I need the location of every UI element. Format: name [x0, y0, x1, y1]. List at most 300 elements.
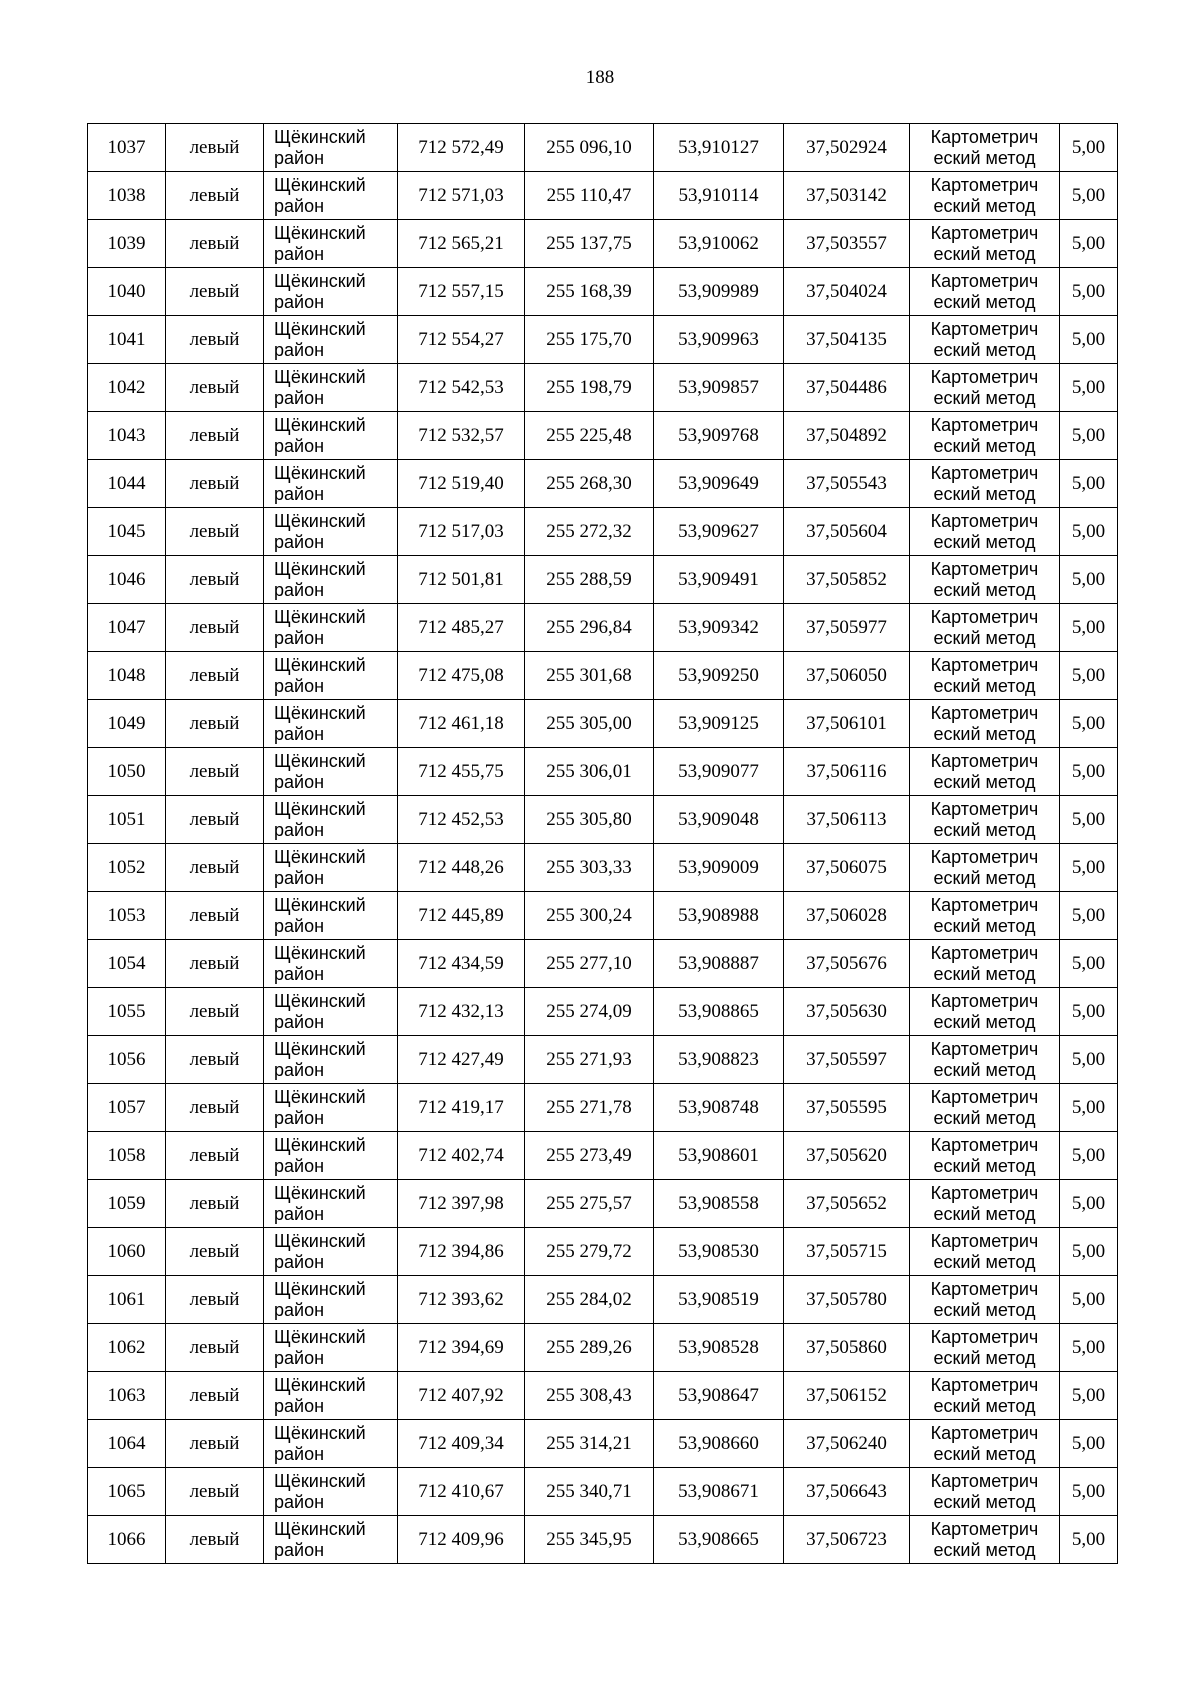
longitude-cell: 37,506116	[784, 748, 910, 796]
longitude-cell: 37,504486	[784, 364, 910, 412]
point-number-cell: 1055	[88, 988, 166, 1036]
longitude-cell: 37,506113	[784, 796, 910, 844]
method-line-1: Картометрич	[930, 1230, 1039, 1251]
method-line-1: Картометрич	[930, 1086, 1039, 1107]
coord-y-cell: 255 274,09	[525, 988, 654, 1036]
coord-y-cell: 255 296,84	[525, 604, 654, 652]
method-line-2: еский метод	[933, 243, 1036, 264]
coord-x-cell: 712 402,74	[398, 1132, 525, 1180]
accuracy-cell: 5,00	[1060, 988, 1118, 1036]
table-row	[88, 1084, 1118, 1132]
longitude-cell: 37,503557	[784, 220, 910, 268]
table-row	[88, 1468, 1118, 1516]
method-line-1: Картометрич	[930, 846, 1039, 867]
bank-side-cell: левый	[166, 364, 264, 412]
district-cell	[264, 364, 398, 412]
method-line-2: еский метод	[933, 339, 1036, 360]
latitude-cell: 53,908519	[654, 1276, 784, 1324]
method-line-1: Картометрич	[930, 1470, 1039, 1491]
coord-x-cell: 712 455,75	[398, 748, 525, 796]
district-line-1: Щёкинский	[274, 654, 366, 675]
method-line-2: еский метод	[933, 771, 1036, 792]
bank-side-cell: левый	[166, 1084, 264, 1132]
coord-x-cell: 712 409,96	[398, 1516, 525, 1564]
bank-side-cell: левый	[166, 1324, 264, 1372]
accuracy-cell: 5,00	[1060, 748, 1118, 796]
method-cell	[910, 1372, 1060, 1420]
district-line-2: район	[274, 627, 325, 648]
coord-y-cell: 255 279,72	[525, 1228, 654, 1276]
method-line-2: еский метод	[933, 819, 1036, 840]
table-row	[88, 940, 1118, 988]
longitude-cell: 37,504024	[784, 268, 910, 316]
accuracy-cell: 5,00	[1060, 652, 1118, 700]
district-cell	[264, 940, 398, 988]
accuracy-cell: 5,00	[1060, 1468, 1118, 1516]
method-line-1: Картометрич	[930, 750, 1039, 771]
longitude-cell: 37,506050	[784, 652, 910, 700]
district-line-2: район	[274, 291, 325, 312]
coord-x-cell: 712 554,27	[398, 316, 525, 364]
method-line-1: Картометрич	[930, 1278, 1039, 1299]
district-cell	[264, 220, 398, 268]
table-row	[88, 412, 1118, 460]
method-line-1: Картометрич	[930, 942, 1039, 963]
method-line-1: Картометрич	[930, 606, 1039, 627]
point-number-cell: 1041	[88, 316, 166, 364]
point-number-cell: 1046	[88, 556, 166, 604]
table-row	[88, 1324, 1118, 1372]
latitude-cell: 53,909963	[654, 316, 784, 364]
point-number-cell: 1040	[88, 268, 166, 316]
method-line-1: Картометрич	[930, 990, 1039, 1011]
method-cell	[910, 988, 1060, 1036]
point-number-cell: 1064	[88, 1420, 166, 1468]
method-cell	[910, 1324, 1060, 1372]
table-row	[88, 844, 1118, 892]
method-line-1: Картометрич	[930, 414, 1039, 435]
coord-y-cell: 255 096,10	[525, 124, 654, 172]
point-number-cell: 1065	[88, 1468, 166, 1516]
coord-x-cell: 712 542,53	[398, 364, 525, 412]
district-line-2: район	[274, 1491, 325, 1512]
district-cell	[264, 796, 398, 844]
accuracy-cell: 5,00	[1060, 556, 1118, 604]
district-line-1: Щёкинский	[274, 1374, 366, 1395]
coord-x-cell: 712 434,59	[398, 940, 525, 988]
district-line-1: Щёкинский	[274, 606, 366, 627]
longitude-cell: 37,506152	[784, 1372, 910, 1420]
method-line-2: еский метод	[933, 1443, 1036, 1464]
bank-side-cell: левый	[166, 556, 264, 604]
coord-x-cell: 712 432,13	[398, 988, 525, 1036]
bank-side-cell: левый	[166, 316, 264, 364]
table-row	[88, 604, 1118, 652]
coordinates-table	[87, 123, 1118, 1564]
method-line-2: еский метод	[933, 675, 1036, 696]
latitude-cell: 53,909989	[654, 268, 784, 316]
point-number-cell: 1057	[88, 1084, 166, 1132]
longitude-cell: 37,506723	[784, 1516, 910, 1564]
table-row	[88, 316, 1118, 364]
latitude-cell: 53,909048	[654, 796, 784, 844]
district-cell	[264, 1132, 398, 1180]
district-line-2: район	[274, 339, 325, 360]
accuracy-cell: 5,00	[1060, 1420, 1118, 1468]
district-cell	[264, 124, 398, 172]
latitude-cell: 53,908530	[654, 1228, 784, 1276]
method-cell	[910, 844, 1060, 892]
coord-y-cell: 255 225,48	[525, 412, 654, 460]
coord-x-cell: 712 448,26	[398, 844, 525, 892]
method-line-2: еский метод	[933, 1059, 1036, 1080]
coord-x-cell: 712 409,34	[398, 1420, 525, 1468]
district-line-2: район	[274, 963, 325, 984]
accuracy-cell: 5,00	[1060, 1276, 1118, 1324]
method-line-1: Картометрич	[930, 462, 1039, 483]
method-cell	[910, 364, 1060, 412]
accuracy-cell: 5,00	[1060, 796, 1118, 844]
table-row	[88, 556, 1118, 604]
method-cell	[910, 1420, 1060, 1468]
longitude-cell: 37,505543	[784, 460, 910, 508]
accuracy-cell: 5,00	[1060, 1324, 1118, 1372]
coord-y-cell: 255 137,75	[525, 220, 654, 268]
point-number-cell: 1050	[88, 748, 166, 796]
district-line-2: район	[274, 1059, 325, 1080]
method-cell	[910, 892, 1060, 940]
district-line-2: район	[274, 195, 325, 216]
bank-side-cell: левый	[166, 748, 264, 796]
table-row	[88, 508, 1118, 556]
longitude-cell: 37,505715	[784, 1228, 910, 1276]
accuracy-cell: 5,00	[1060, 940, 1118, 988]
district-line-1: Щёкинский	[274, 1278, 366, 1299]
coord-y-cell: 255 345,95	[525, 1516, 654, 1564]
method-cell	[910, 1468, 1060, 1516]
point-number-cell: 1043	[88, 412, 166, 460]
latitude-cell: 53,908887	[654, 940, 784, 988]
district-line-1: Щёкинский	[274, 1038, 366, 1059]
district-line-2: район	[274, 579, 325, 600]
method-line-1: Картометрич	[930, 1134, 1039, 1155]
district-line-1: Щёкинский	[274, 942, 366, 963]
method-line-1: Картометрич	[930, 1182, 1039, 1203]
district-line-2: район	[274, 1155, 325, 1176]
latitude-cell: 53,908988	[654, 892, 784, 940]
method-cell	[910, 316, 1060, 364]
point-number-cell: 1049	[88, 700, 166, 748]
district-line-1: Щёкинский	[274, 510, 366, 531]
method-line-2: еский метод	[933, 1155, 1036, 1176]
coord-x-cell: 712 485,27	[398, 604, 525, 652]
point-number-cell: 1037	[88, 124, 166, 172]
district-line-1: Щёкинский	[274, 270, 366, 291]
method-cell	[910, 556, 1060, 604]
coord-x-cell: 712 571,03	[398, 172, 525, 220]
coord-x-cell: 712 565,21	[398, 220, 525, 268]
method-line-1: Картометрич	[930, 1038, 1039, 1059]
method-cell	[910, 700, 1060, 748]
district-cell	[264, 652, 398, 700]
coord-y-cell: 255 301,68	[525, 652, 654, 700]
bank-side-cell: левый	[166, 268, 264, 316]
coord-y-cell: 255 308,43	[525, 1372, 654, 1420]
table-row	[88, 1372, 1118, 1420]
method-cell	[910, 1180, 1060, 1228]
bank-side-cell: левый	[166, 1036, 264, 1084]
bank-side-cell: левый	[166, 700, 264, 748]
longitude-cell: 37,505595	[784, 1084, 910, 1132]
coord-y-cell: 255 340,71	[525, 1468, 654, 1516]
district-line-1: Щёкинский	[274, 1422, 366, 1443]
coord-x-cell: 712 517,03	[398, 508, 525, 556]
table-row	[88, 1420, 1118, 1468]
coord-x-cell: 712 475,08	[398, 652, 525, 700]
coord-y-cell: 255 271,93	[525, 1036, 654, 1084]
method-line-2: еский метод	[933, 531, 1036, 552]
coord-y-cell: 255 273,49	[525, 1132, 654, 1180]
coord-x-cell: 712 394,69	[398, 1324, 525, 1372]
latitude-cell: 53,909077	[654, 748, 784, 796]
method-line-1: Картометрич	[930, 1374, 1039, 1395]
bank-side-cell: левый	[166, 1228, 264, 1276]
table-row	[88, 1276, 1118, 1324]
bank-side-cell: левый	[166, 508, 264, 556]
accuracy-cell: 5,00	[1060, 1372, 1118, 1420]
district-line-1: Щёкинский	[274, 1518, 366, 1539]
point-number-cell: 1052	[88, 844, 166, 892]
longitude-cell: 37,506028	[784, 892, 910, 940]
point-number-cell: 1059	[88, 1180, 166, 1228]
point-number-cell: 1039	[88, 220, 166, 268]
method-line-2: еский метод	[933, 483, 1036, 504]
district-line-2: район	[274, 1107, 325, 1128]
table-row	[88, 892, 1118, 940]
longitude-cell: 37,505604	[784, 508, 910, 556]
accuracy-cell: 5,00	[1060, 124, 1118, 172]
longitude-cell: 37,506101	[784, 700, 910, 748]
table-row	[88, 748, 1118, 796]
method-line-2: еский метод	[933, 147, 1036, 168]
district-line-1: Щёкинский	[274, 222, 366, 243]
method-line-1: Картометрич	[930, 126, 1039, 147]
accuracy-cell: 5,00	[1060, 1516, 1118, 1564]
latitude-cell: 53,908748	[654, 1084, 784, 1132]
latitude-cell: 53,909125	[654, 700, 784, 748]
bank-side-cell: левый	[166, 1516, 264, 1564]
district-line-2: район	[274, 435, 325, 456]
coord-x-cell: 712 519,40	[398, 460, 525, 508]
bank-side-cell: левый	[166, 1420, 264, 1468]
accuracy-cell: 5,00	[1060, 1180, 1118, 1228]
method-line-1: Картометрич	[930, 1518, 1039, 1539]
district-line-1: Щёкинский	[274, 1230, 366, 1251]
latitude-cell: 53,909491	[654, 556, 784, 604]
method-line-1: Картометрич	[930, 1326, 1039, 1347]
point-number-cell: 1053	[88, 892, 166, 940]
latitude-cell: 53,909009	[654, 844, 784, 892]
table-body	[88, 124, 1118, 1564]
district-cell	[264, 172, 398, 220]
district-line-2: район	[274, 675, 325, 696]
coord-y-cell: 255 275,57	[525, 1180, 654, 1228]
method-line-2: еский метод	[933, 1395, 1036, 1416]
coord-x-cell: 712 572,49	[398, 124, 525, 172]
district-cell	[264, 460, 398, 508]
longitude-cell: 37,503142	[784, 172, 910, 220]
point-number-cell: 1042	[88, 364, 166, 412]
district-line-2: район	[274, 1299, 325, 1320]
method-line-2: еский метод	[933, 867, 1036, 888]
coord-y-cell: 255 300,24	[525, 892, 654, 940]
coord-x-cell: 712 410,67	[398, 1468, 525, 1516]
point-number-cell: 1060	[88, 1228, 166, 1276]
point-number-cell: 1045	[88, 508, 166, 556]
district-line-2: район	[274, 243, 325, 264]
table-row	[88, 1228, 1118, 1276]
district-line-1: Щёкинский	[274, 126, 366, 147]
method-cell	[910, 940, 1060, 988]
longitude-cell: 37,505780	[784, 1276, 910, 1324]
method-line-2: еский метод	[933, 915, 1036, 936]
method-cell	[910, 1276, 1060, 1324]
latitude-cell: 53,908823	[654, 1036, 784, 1084]
method-cell	[910, 1084, 1060, 1132]
district-cell	[264, 1516, 398, 1564]
coord-y-cell: 255 289,26	[525, 1324, 654, 1372]
coord-y-cell: 255 284,02	[525, 1276, 654, 1324]
coord-x-cell: 712 397,98	[398, 1180, 525, 1228]
method-cell	[910, 508, 1060, 556]
table-row	[88, 460, 1118, 508]
accuracy-cell: 5,00	[1060, 316, 1118, 364]
method-line-1: Картометрич	[930, 702, 1039, 723]
method-cell	[910, 220, 1060, 268]
coord-y-cell: 255 306,01	[525, 748, 654, 796]
point-number-cell: 1048	[88, 652, 166, 700]
longitude-cell: 37,505620	[784, 1132, 910, 1180]
coord-x-cell: 712 394,86	[398, 1228, 525, 1276]
coord-y-cell: 255 271,78	[525, 1084, 654, 1132]
method-line-1: Картометрич	[930, 654, 1039, 675]
district-line-1: Щёкинский	[274, 366, 366, 387]
accuracy-cell: 5,00	[1060, 604, 1118, 652]
district-cell	[264, 412, 398, 460]
table-row	[88, 652, 1118, 700]
bank-side-cell: левый	[166, 124, 264, 172]
latitude-cell: 53,908647	[654, 1372, 784, 1420]
district-line-1: Щёкинский	[274, 1086, 366, 1107]
latitude-cell: 53,909857	[654, 364, 784, 412]
bank-side-cell: левый	[166, 892, 264, 940]
latitude-cell: 53,909250	[654, 652, 784, 700]
longitude-cell: 37,505652	[784, 1180, 910, 1228]
district-line-1: Щёкинский	[274, 1182, 366, 1203]
accuracy-cell: 5,00	[1060, 892, 1118, 940]
district-cell	[264, 988, 398, 1036]
latitude-cell: 53,909768	[654, 412, 784, 460]
method-cell	[910, 460, 1060, 508]
table-row	[88, 700, 1118, 748]
coord-x-cell: 712 532,57	[398, 412, 525, 460]
latitude-cell: 53,908601	[654, 1132, 784, 1180]
bank-side-cell: левый	[166, 172, 264, 220]
method-line-2: еский метод	[933, 963, 1036, 984]
district-cell	[264, 1180, 398, 1228]
latitude-cell: 53,909649	[654, 460, 784, 508]
table-row	[88, 796, 1118, 844]
coord-x-cell: 712 393,62	[398, 1276, 525, 1324]
district-line-1: Щёкинский	[274, 894, 366, 915]
method-cell	[910, 412, 1060, 460]
method-line-1: Картометрич	[930, 894, 1039, 915]
method-line-2: еский метод	[933, 1539, 1036, 1560]
method-cell	[910, 796, 1060, 844]
latitude-cell: 53,908558	[654, 1180, 784, 1228]
district-cell	[264, 1324, 398, 1372]
district-line-1: Щёкинский	[274, 1134, 366, 1155]
coord-y-cell: 255 110,47	[525, 172, 654, 220]
method-line-2: еский метод	[933, 291, 1036, 312]
district-line-2: район	[274, 1347, 325, 1368]
bank-side-cell: левый	[166, 1372, 264, 1420]
point-number-cell: 1066	[88, 1516, 166, 1564]
latitude-cell: 53,908671	[654, 1468, 784, 1516]
method-line-2: еский метод	[933, 579, 1036, 600]
district-line-2: район	[274, 1395, 325, 1416]
district-cell	[264, 1276, 398, 1324]
method-cell	[910, 652, 1060, 700]
coord-x-cell: 712 419,17	[398, 1084, 525, 1132]
method-line-1: Картометрич	[930, 1422, 1039, 1443]
district-cell	[264, 316, 398, 364]
coord-y-cell: 255 288,59	[525, 556, 654, 604]
district-line-1: Щёкинский	[274, 1470, 366, 1491]
bank-side-cell: левый	[166, 1180, 264, 1228]
method-line-1: Картометрич	[930, 798, 1039, 819]
coord-x-cell: 712 501,81	[398, 556, 525, 604]
district-line-2: район	[274, 723, 325, 744]
method-line-2: еский метод	[933, 1347, 1036, 1368]
district-line-1: Щёкинский	[274, 318, 366, 339]
coord-y-cell: 255 268,30	[525, 460, 654, 508]
district-cell	[264, 1036, 398, 1084]
accuracy-cell: 5,00	[1060, 364, 1118, 412]
coord-y-cell: 255 305,80	[525, 796, 654, 844]
longitude-cell: 37,506240	[784, 1420, 910, 1468]
method-line-2: еский метод	[933, 1203, 1036, 1224]
method-cell	[910, 1228, 1060, 1276]
district-line-1: Щёкинский	[274, 1326, 366, 1347]
coord-x-cell: 712 452,53	[398, 796, 525, 844]
method-line-2: еский метод	[933, 1107, 1036, 1128]
point-number-cell: 1062	[88, 1324, 166, 1372]
coord-x-cell: 712 427,49	[398, 1036, 525, 1084]
accuracy-cell: 5,00	[1060, 460, 1118, 508]
point-number-cell: 1047	[88, 604, 166, 652]
district-line-2: район	[274, 387, 325, 408]
district-line-2: район	[274, 1251, 325, 1272]
district-cell	[264, 604, 398, 652]
district-line-2: район	[274, 1443, 325, 1464]
method-line-1: Картометрич	[930, 222, 1039, 243]
table-row	[88, 220, 1118, 268]
bank-side-cell: левый	[166, 1132, 264, 1180]
table-row	[88, 172, 1118, 220]
method-line-1: Картометрич	[930, 318, 1039, 339]
latitude-cell: 53,908528	[654, 1324, 784, 1372]
